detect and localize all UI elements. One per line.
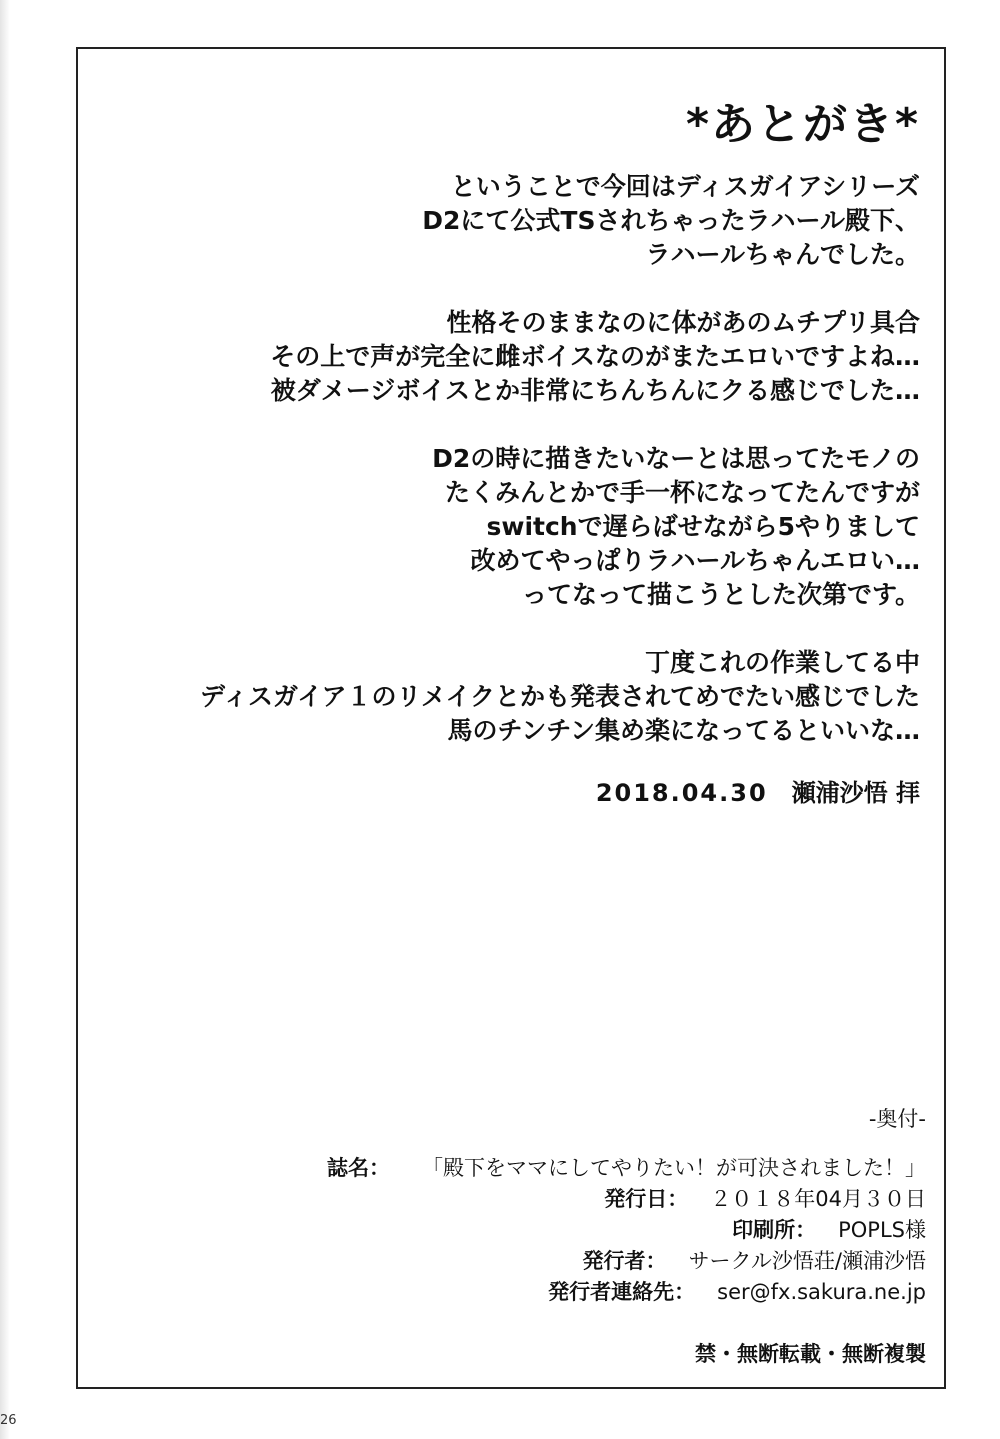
colophon-value: POPLS様: [838, 1218, 926, 1242]
colophon-value: 「殿下をママにしてやりたい！が可決されました！」: [422, 1156, 926, 1180]
copyright-notice: 禁・無断転載・無断複製: [695, 1342, 926, 1366]
paragraph: [140, 646, 920, 748]
contact-email: ser@fx.sakura.ne.jp: [717, 1280, 926, 1304]
text-line: 丁度これの作業してる中: [644, 648, 920, 677]
text-line: 被ダメージボイスとか非常にちんちんにクる感じでした…: [270, 376, 920, 405]
signature-author: 瀬浦沙悟 拝: [791, 779, 920, 807]
signature: [596, 773, 920, 808]
colophon-value: サークル沙悟荘/瀬浦沙悟: [688, 1249, 926, 1273]
colophon-row-printer: [206, 1215, 926, 1246]
text-line: ってなって描こうとした次第です。: [521, 580, 920, 609]
colophon-heading: -奥付-: [868, 1107, 926, 1131]
colophon-row-date: [206, 1184, 926, 1215]
afterword-title: *あとがき*: [685, 99, 920, 150]
text-line: ラハールちゃんでした。: [645, 240, 920, 269]
colophon-row-publisher: [206, 1246, 926, 1277]
paragraph: [140, 306, 920, 408]
colophon-row-title: [206, 1153, 926, 1184]
colophon-label: 発行者連絡先：: [548, 1280, 696, 1304]
text-line: D2にて公式TSされちゃったラハール殿下、: [422, 206, 920, 235]
signature-date: 2018.04.30: [595, 779, 768, 807]
colophon-row-contact: [206, 1277, 926, 1308]
colophon-label: 発行者：: [582, 1249, 667, 1273]
colophon-label: 誌名：: [327, 1156, 390, 1180]
colophon: [206, 1153, 926, 1308]
page-number: 26: [0, 1413, 17, 1428]
text-line: ディスガイア１のリメイクとかも発表されてめでたい感じでした: [199, 682, 920, 711]
paragraph: [140, 170, 920, 272]
paragraph: [140, 442, 920, 612]
text-line: 馬のチンチン集め楽になってるといいな…: [447, 716, 920, 745]
afterword-body: [140, 170, 920, 782]
text-line: その上で声が完全に雌ボイスなのがまたエロいですよね…: [270, 342, 920, 371]
text-line: 改めてやっぱりラハールちゃんエロい…: [470, 546, 920, 575]
text-line: ということで今回はディスガイアシリーズ: [450, 172, 920, 201]
colophon-value: ２０１８年04月３０日: [710, 1187, 926, 1211]
colophon-label: 印刷所：: [732, 1218, 817, 1242]
text-line: D2の時に描きたいなーとは思ってたモノの: [432, 444, 920, 473]
scan-edge: [0, 0, 10, 1439]
colophon-label: 発行日：: [604, 1187, 689, 1211]
text-line: switchで遅らばせながら5やりまして: [486, 512, 920, 541]
text-line: たくみんとかで手一杯になってたんですが: [444, 478, 920, 507]
text-line: 性格そのままなのに体があのムチプリ具合: [446, 308, 920, 337]
